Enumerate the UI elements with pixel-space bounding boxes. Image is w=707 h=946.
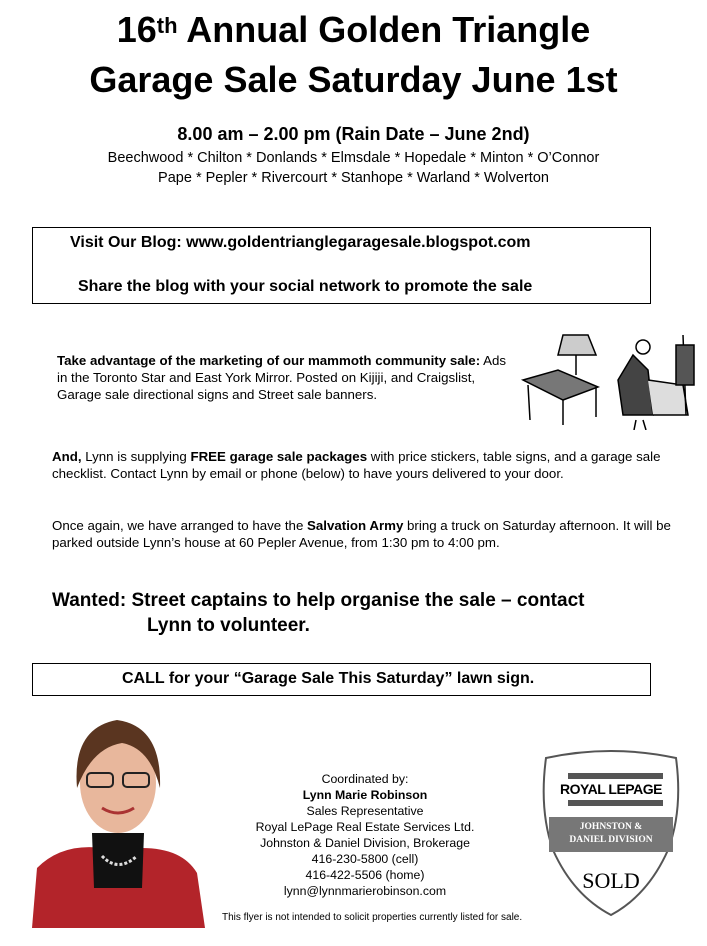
agent-role: Sales Representative xyxy=(306,804,424,818)
blog-link[interactable]: Visit Our Blog: www.goldentrianglegaragesale.blogspot.com xyxy=(70,234,531,251)
share-blog-text: Share the blog with your social network to promote the sale xyxy=(78,278,533,295)
disclaimer: This flyer is not intended to solicit properties currently listed for sale. xyxy=(222,912,523,923)
agent-company: Royal LePage Real Estate Services Ltd. xyxy=(255,820,475,834)
sale-time: 8.00 am – 2.00 pm (Rain Date – June 2nd) xyxy=(177,124,530,144)
title-line-2: Garage Sale Saturday June 1st xyxy=(89,59,618,100)
agent-division: Johnston & Daniel Division, Brokerage xyxy=(260,836,470,850)
coordinated-by-label: Coordinated by: xyxy=(321,772,409,786)
home-phone[interactable]: 416-422-5506 (home) xyxy=(305,868,425,882)
blog-box xyxy=(32,227,651,304)
packages-paragraph: And, Lynn is supplying FREE garage sale packages with price stickers, table signs, and a garage sale checklist. Contact Lynn by email or phone (below) to have yours delivered to your door. xyxy=(52,449,661,481)
streets-line-1: Beechwood * Chilton * Donlands * Elmsdale * Hopedale * Minton * O’Connor xyxy=(107,150,600,166)
contact-block xyxy=(225,771,505,899)
streets-line-2: Pape * Pepler * Rivercourt * Stanhope * Warland * Wolverton xyxy=(158,170,549,186)
lawn-sign-box: CALL for your “Garage Sale This Saturday” lawn sign. xyxy=(32,663,651,696)
agent-photo xyxy=(32,708,205,928)
garage-sale-illustration-icon xyxy=(518,325,703,430)
title-line-1: 16th Annual Golden Triangle xyxy=(116,9,591,50)
salvation-army-paragraph: Once again, we have arranged to have the Salvation Army bring a truck on Saturday afternoon. It will be parked outside Lynn’s house at 60 Pepler Avenue, from 1:30 pm to 4:00 pm. xyxy=(52,518,671,550)
royal-lepage-logo: ROYAL LEPAGE JOHNSTON & DANIEL DIVISION SOLD xyxy=(538,750,684,918)
cell-phone[interactable]: 416-230-5800 (cell) xyxy=(311,852,419,866)
wanted-line-2: Lynn to volunteer. xyxy=(147,615,310,636)
email-link[interactable]: lynn@lynnmarierobinson.com xyxy=(283,884,447,898)
wanted-line-1: Wanted: Street captains to help organise the sale – contact xyxy=(52,590,585,611)
marketing-paragraph: Take advantage of the marketing of our mammoth community sale: Ads in the Toronto Star and East York Mirror. Posted on Kijiji, and Craigslist, Garage sale directional signs and Street sale banners. xyxy=(57,353,506,402)
agent-name: Lynn Marie Robinson xyxy=(302,788,428,802)
